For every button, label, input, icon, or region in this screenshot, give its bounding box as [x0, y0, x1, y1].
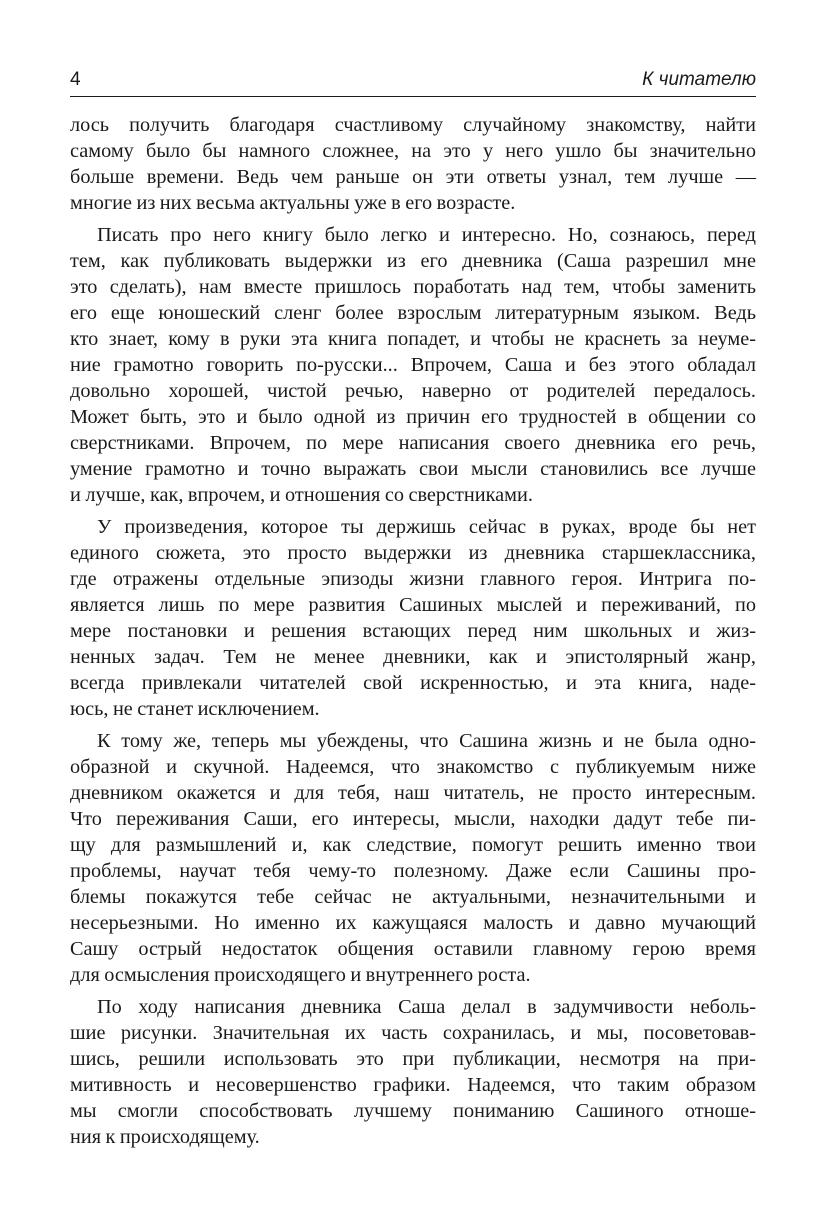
text-line: где отражены отдельные эпизоды жизни главного героя. Интрига по- — [70, 568, 756, 590]
text-line: К тому же, теперь мы убеждены, что Сашина жизнь и не была одно- — [97, 730, 756, 752]
text-line: довольно хорошей, чистой речью, наверно от родителей передалось. — [70, 380, 756, 402]
paragraph — [70, 728, 756, 988]
text-line: для осмысления происходящего и внутреннего роста. — [70, 964, 531, 986]
text-line: мере постановки и решения встающих перед ним школьных и жиз- — [70, 620, 756, 642]
text-line: Что переживания Саши, его интересы, мысли, находки дадут тебе пи- — [70, 808, 756, 830]
text-line: тем, как публиковать выдержки из его дневника (Саша разрешил мне — [70, 250, 756, 272]
text-line: единого сюжета, это просто выдержки из дневника старшеклассника, — [70, 542, 756, 564]
paragraph — [70, 112, 756, 216]
text-line: ние грамотно говорить по-русски... Впрочем, Саша и без этого обладал — [70, 354, 756, 376]
text-line: ненных задач. Тем не менее дневники, как и эпистолярный жанр, — [70, 646, 756, 668]
text-line: кто знает, кому в руки эта книга попадет, и чтобы не краснеть за неуме- — [70, 328, 756, 350]
text-line: дневником окажется и для тебя, наш читатель, не просто интересным. — [70, 782, 756, 804]
text-line: Писать про него книгу было легко и интересно. Но, сознаюсь, перед — [97, 224, 756, 246]
text-line: и лучше, как, впрочем, и отношения со сверстниками. — [70, 484, 533, 506]
body-text — [70, 112, 756, 1156]
text-line: блемы покажутся тебе сейчас не актуальными, незначительными и — [70, 886, 756, 908]
paragraph — [70, 222, 756, 508]
text-line: щу для размышлений и, как следствие, помогут решить именно твои — [70, 834, 756, 856]
text-line: всегда привлекали читателей свой искренностью, и эта книга, наде- — [70, 672, 756, 694]
text-line: больше времени. Ведь чем раньше он эти ответы узнал, тем лучше — — [70, 166, 756, 188]
text-line: У произведения, которое ты держишь сейчас в руках, вроде бы нет — [97, 516, 756, 538]
text-line: образной и скучной. Надеемся, что знакомство с публикуемым ниже — [70, 756, 756, 778]
text-line: умение грамотно и точно выражать свои мысли становились все лучше — [70, 458, 756, 480]
text-line: шись, решили использовать это при публикации, несмотря на при- — [70, 1048, 756, 1070]
running-title: К читателю — [642, 69, 756, 90]
text-line: По ходу написания дневника Саша делал в задумчивости неболь- — [97, 996, 756, 1018]
text-line: мы смогли способствовать лучшему пониманию Сашиного отноше- — [70, 1100, 756, 1122]
text-line: его еще юношеский сленг более взрослым литературным языком. Ведь — [70, 302, 756, 324]
page-header — [70, 62, 756, 97]
text-line: это сделать), нам вместе пришлось поработать над тем, чтобы заменить — [70, 276, 756, 298]
paragraph — [70, 994, 756, 1150]
page-number: 4 — [70, 69, 81, 90]
text-line: многие из них весьма актуальны уже в его возрасте. — [70, 192, 516, 214]
text-line: сверстниками. Впрочем, по мере написания своего дневника его речь, — [70, 432, 756, 454]
text-line: является лишь по мере развития Сашиных мыслей и переживаний, по — [70, 594, 756, 616]
text-line: ния к происходящему. — [70, 1126, 260, 1148]
paragraph — [70, 514, 756, 722]
text-line: Сашу острый недостаток общения оставили главному герою время — [70, 938, 756, 960]
text-line: лось получить благодаря счастливому случайному знакомству, найти — [70, 114, 756, 136]
text-line: митивность и несовершенство графики. Надеемся, что таким образом — [70, 1074, 756, 1096]
text-line: Может быть, это и было одной из причин его трудностей в общении со — [70, 406, 756, 428]
text-line: проблемы, научат тебя чему-то полезному. Даже если Сашины про- — [70, 860, 756, 882]
text-line: несерьезными. Но именно их кажущаяся малость и давно мучающий — [70, 912, 756, 934]
text-line: самому было бы намного сложнее, на это у него ушло бы значительно — [70, 140, 756, 162]
text-line: шие рисунки. Значительная их часть сохранилась, и мы, посоветовав- — [70, 1022, 756, 1044]
text-line: юсь, не станет исключением. — [70, 698, 320, 720]
